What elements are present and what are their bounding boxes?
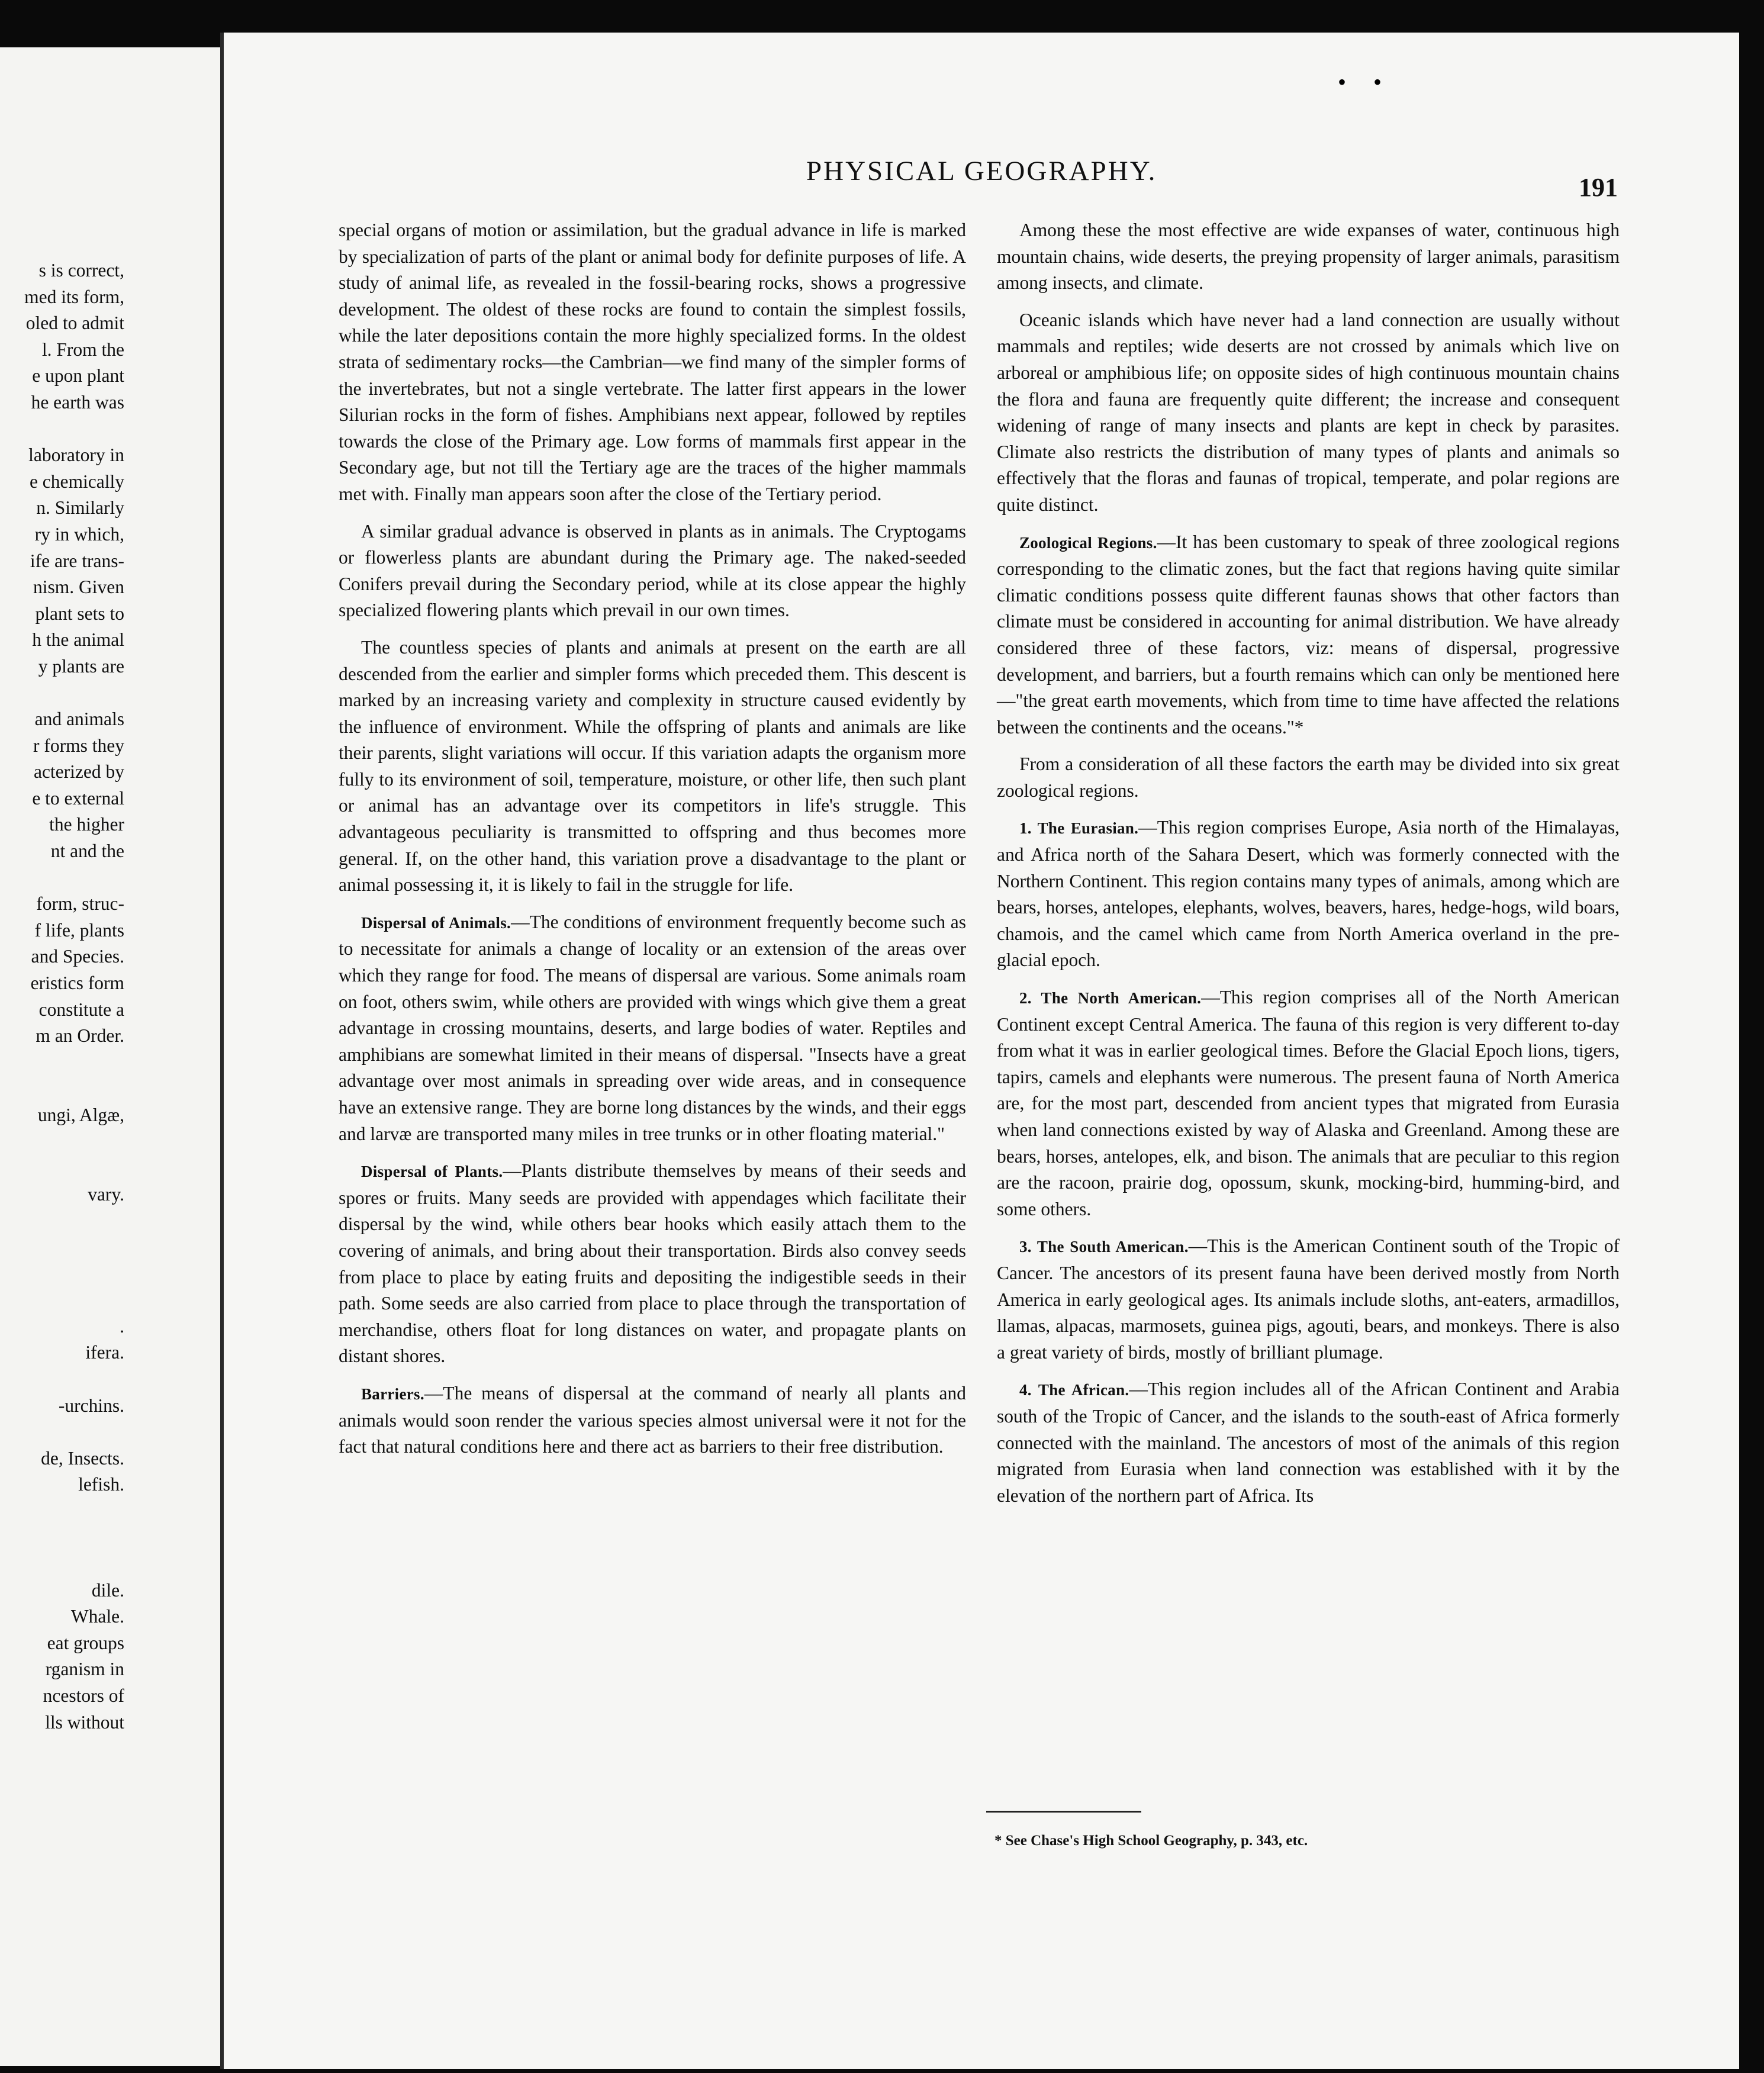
left-page-line: lefish. [78,1474,124,1495]
running-title: PHYSICAL GEOGRAPHY. [806,156,1157,186]
left-page-text-fragments [0,257,124,1736]
paragraph-text: The countless species of plants and animals at present on the earth are all descended from the earlier and simpler forms which preceded them. This descent is marked by an increasing variety and complexity in structure caused evidently by the influence of environment. While the offspring of plants and animals are like their parents, slight variations will occur. If this variation adapts the organism more fully to its environment of soil, temperature, moisture, or other life, then such plant or animal has an advantage over its competitors in life's struggle. This advantageous peculiarity is transmitted to offspring and thus becomes more general. If, on the other hand, this variation prove a disadvantage to the plant or animal possessing it, it is likely to fail in the struggle for life. [339,636,966,896]
left-page-line: plant sets to [35,603,124,624]
left-page-line: nism. Given [33,577,124,598]
left-page-line [0,1498,124,1525]
paragraph-text: —Plants distribute themselves by means of their seeds and spores or fruits. Many seeds are provided with appendages which facilitate their dispersal by the wind, while others bear hooks which easily attach them to the covering of animals, and bring about their transportation. Birds also convey seeds from place to place by eating fruits and depositing the indigestible seeds in their path. Some seeds are also carried from place to place through the transportation of merchandise, others float for long distances on water, and propagate plants on distant shores. [339,1160,966,1367]
left-page-line [0,1050,124,1076]
paragraph-text: —This region includes all of the African Continent and Arabia south of the Tropic of Cancer, and the islands to the south-east of Africa formerly connected with the mainland. The ancestors of most of the animals of this region migrated from Eurasia when land connection was established with it by the elevation of the northern part of Africa. Its [997,1379,1620,1506]
paragraph-text: A similar gradual advance is observed in plants as in animals. The Cryptogams or flowerless plants are abundant during the Primary age. The naked-seeded Conifers prevail during the Secondary period, while at its close appear the highly specialized flowering plants which prevail in our own times. [339,520,966,621]
paragraph [339,909,966,1147]
section-heading: Zoological Regions. [1019,533,1157,552]
left-page-line: y plants are [38,655,124,677]
left-page-line: n. Similarly [36,497,124,519]
column-right [997,217,1620,1520]
left-page-line: e to external [32,787,124,809]
paragraph [997,984,1620,1222]
left-page-line: eristics form [30,973,124,994]
paragraph-text: —This region comprises all of the North American Continent except Central America. The fauna of this region is very different to-day from what it was in earlier geological times. Before the Glacial Epoch lions, tigers, tapirs, camels and elephants were numerous. The present fauna of North America are, for the most part, descended from ancient types that migrated from Eurasia when land connections existed by way of Alaska and Greenland. Among these are bears, horses, antelopes, elk, and bison. The animals that are peculiar to this region are the racoon, prairie dog, opossum, skunk, mocking-bird, humming-bird, and some others. [997,987,1620,1219]
left-page-line: m an Order. [36,1025,124,1047]
paragraph [997,1376,1620,1509]
left-page-line: l. From the [41,339,124,360]
left-page-line [0,1155,124,1182]
left-page-line: Whale. [70,1606,124,1627]
paragraph-text: —This region comprises Europe, Asia north of the Himalayas, and Africa north of the Sahara Desert, which was formerly connected with the Northern Continent. This region contains many types of animals, among which are bears, horses, antelopes, elephants, wolves, beavers, hares, hedge-hogs, wild boars, chamois, and the camel which came from North America overland in the pre-glacial epoch. [997,817,1620,971]
left-page-line [0,680,124,707]
left-page-line: e upon plant [32,365,124,387]
paragraph [339,1380,966,1460]
paragraph-text: —The conditions of environment frequently become such as to necessitate for animals a change of locality or an extension of the areas over which they range for food. The means of dispersal are various. Some animals roam on foot, others swim, while others are provided with wings which give them a great advantage in crossing mountains, deserts, and large bodies of water. Reptiles and amphibians are somewhat limited in their means of dispersal. "Insects have a great advantage over most animals in spreading over wide areas, and in consequence have an extensive range. They are borne long distances by the winds, and their eggs and larvæ are transported many miles in tree trunks or in other floating material." [339,911,966,1144]
page-marks: • • [1338,69,1393,95]
paragraph-text: —The means of dispersal at the command of nearly all plants and animals would soon render the various species almost universal were it not for the fact that natural conditions here and there act as barriers to their free distribution. [339,1382,966,1457]
paragraph [997,217,1620,297]
paragraph [339,635,966,899]
left-page-line [0,1234,124,1261]
left-page-line: r forms they [33,735,124,756]
paragraph-text: From a consideration of all these factors the earth may be divided into six great zoological regions. [997,754,1620,801]
left-page-line: -urchins. [58,1395,124,1416]
left-page-line: ungi, Algæ, [37,1105,124,1125]
column-middle [339,217,966,1471]
paragraph-text: —It has been customary to speak of three zoological regions corresponding to the climatic zones, but the fact that regions having quite similar climatic conditions possess quite different faunas shows that other factors than climate must be considered in accounting for animal distribution. We have already considered three of these factors, viz: means of dispersal, progressive development, and barriers, but a fourth remains which can only be mentioned here—"the great earth movements, which from time to time have affected the relations between the continents and the oceans."* [997,531,1620,738]
left-page-line [0,1208,124,1234]
section-heading: 3. The South American. [1019,1238,1189,1256]
paragraph [339,519,966,624]
paragraph-text: Oceanic islands which have never had a land connection are usually without mammals and reptiles; wide deserts are not crossed by animals which live on arboreal or amphibious life; on opposite sides of high continuous mountain chains the flora and fauna are frequently quite different; the increase and consequent widening of range of many insects and plants are kept in check by parasites. Climate also restricts the distribution of many types of plants and animals so effectively that the floras and faunas of tropical, temperate, and polar regions are quite distinct. [997,309,1620,515]
left-page-line: dile. [91,1579,124,1601]
left-page-line: he earth was [31,391,124,413]
section-heading: 2. The North American. [1019,989,1202,1007]
left-page-line [0,1366,124,1393]
paragraph [997,307,1620,519]
left-page-line: . [120,1315,124,1337]
left-page-line: eat groups [47,1632,124,1653]
section-heading: 4. The African. [1019,1381,1129,1399]
footnote: * See Chase's High School Geography, p. 343, etc. [994,1833,1308,1849]
left-page-line: f life, plants [34,919,124,941]
left-page-line: ry in which, [34,523,124,545]
left-page-line: constitute a [38,999,124,1020]
section-heading: 1. The Eurasian. [1019,819,1139,838]
left-page-line: and animals [34,709,124,730]
left-page-line [0,865,124,891]
page-number: 191 [1579,173,1618,202]
left-page-line: and Species. [31,946,124,967]
section-heading: Dispersal of Animals. [361,913,511,932]
left-page-scan [0,47,220,2066]
left-page-line: ifera. [85,1342,124,1363]
left-page-line: de, Insects. [41,1447,124,1469]
left-page-line: oled to admit [25,313,124,334]
left-page-line: vary. [88,1183,124,1205]
left-page-line: rganism in [45,1659,124,1680]
left-page-line: the higher [49,814,124,835]
left-page-line: nt and the [50,841,124,862]
left-page-line: laboratory in [28,445,124,466]
left-page-line: h the animal [32,629,124,651]
left-page-line: s is correct, [38,260,124,281]
left-page-line [0,1525,124,1551]
left-page-line [0,1419,124,1446]
section-heading: Dispersal of Plants. [361,1163,503,1181]
paragraph [997,1233,1620,1366]
left-page-line: lls without [45,1711,124,1733]
paragraph [339,1158,966,1370]
paragraph [997,751,1620,804]
left-page-line [0,1261,124,1287]
left-page-line [0,416,124,443]
left-page-line [0,1129,124,1155]
left-page-line: acterized by [33,761,124,783]
paragraph-text: special organs of motion or assimilation, but the gradual advance in life is marked by specialization of parts of the plant or animal body for definite purposes of life. A study of animal life, as revealed in the fossil-bearing rocks, shows a progressive development. The oldest of these rocks are found to contain the simplest fossils, while the later depositions contain the more highly specialized forms. In the oldest strata of sedimentary rocks—the Cambrian—we find many of the simpler forms of the invertebrates, but not a single vertebrate. The latter first appears in the lower Silurian rocks in the form of fishes. Amphibians next appear, followed by reptiles towards the close of the Primary age. Low forms of mammals first appear in the Secondary age, but not till the Tertiary age are the traces of the higher mammals met with. Finally man appears soon after the close of the Tertiary period. [339,220,966,504]
left-page-line [0,1551,124,1578]
section-heading: Barriers. [361,1385,424,1403]
paragraph-text: —This is the American Continent south of the Tropic of Cancer. The ancestors of its present fauna have been derived mostly from North America in early geological ages. Its animals include sloths, ant-eaters, armadillos, llamas, alpacas, marmosets, guinea pigs, agouti, bears, and monkeys. There is also a great variety of birds, mostly of brilliant plumage. [997,1235,1620,1363]
left-page-line: med its form, [24,286,124,307]
left-page-line [0,1076,124,1102]
paragraph [339,217,966,508]
left-page-line: form, struc- [36,893,124,915]
left-page-line: ife are trans- [30,550,124,571]
paragraph-text: Among these the most effective are wide expanses of water, continuous high mountain chains, wide deserts, the preying propensity of larger animals, parasitism among insects, and climate. [997,220,1620,294]
left-page-line: ncestors of [43,1685,124,1707]
paragraph [997,815,1620,974]
left-page-line [0,1287,124,1314]
footnote-rule [986,1811,1141,1813]
paragraph [997,529,1620,741]
left-page-line: e chemically [29,471,124,492]
